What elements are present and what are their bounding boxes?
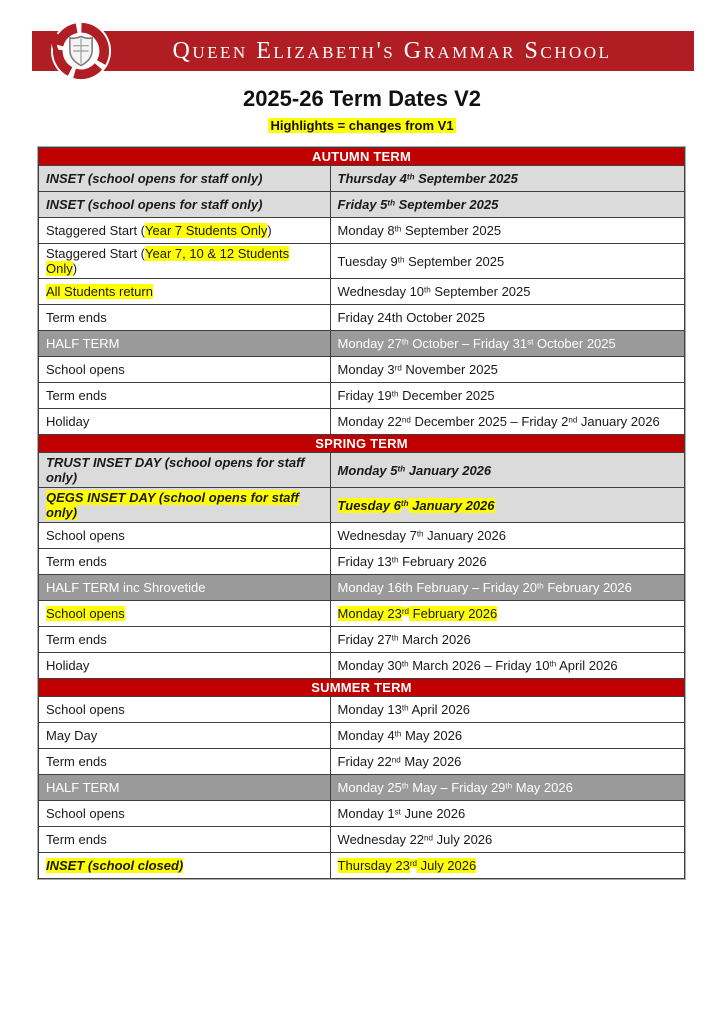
text-segment: Friday 27	[337, 632, 392, 647]
table-row	[39, 409, 685, 435]
date-cell	[330, 775, 684, 801]
event-cell	[39, 279, 331, 305]
event-cell	[39, 723, 331, 749]
date-cell	[330, 279, 684, 305]
text-segment: December 2025 – Friday 2	[410, 414, 569, 429]
text-segment: Term ends	[46, 554, 107, 569]
highlighted-text: QEGS INSET DAY (school opens for staff only)	[46, 490, 299, 520]
table-row	[39, 357, 685, 383]
table-row	[39, 575, 685, 601]
event-cell	[39, 697, 331, 723]
text-segment: December 2025	[398, 388, 495, 403]
table-row	[39, 827, 685, 853]
text-segment: School opens	[46, 362, 125, 377]
table-row	[39, 653, 685, 679]
text-segment: th	[406, 172, 415, 182]
date-cell	[330, 549, 684, 575]
table-row	[39, 523, 685, 549]
table-row	[39, 488, 685, 523]
event-cell	[39, 192, 331, 218]
text-segment: th	[387, 198, 396, 208]
table-row	[39, 453, 685, 488]
event-cell	[39, 166, 331, 192]
table-row	[39, 723, 685, 749]
text-segment: nd	[401, 415, 411, 425]
section-header-row	[39, 679, 685, 697]
text-segment: May 2026	[512, 780, 573, 795]
date-cell	[330, 357, 684, 383]
text-segment: Term ends	[46, 754, 107, 769]
highlighted-text: INSET (school closed)	[46, 858, 184, 873]
text-segment: Term ends	[46, 310, 107, 325]
text-segment: TRUST INSET DAY (school opens for staff only)	[46, 455, 305, 485]
text-segment: September 2025	[404, 253, 505, 269]
text-segment: Friday 19	[337, 388, 392, 403]
text-segment: nd	[424, 833, 433, 843]
text-segment: INSET (school opens for staff only)	[46, 197, 263, 212]
table-row	[39, 775, 685, 801]
date-cell	[330, 653, 684, 679]
section-title: AUTUMN TERM	[39, 148, 685, 166]
text-segment: nd	[391, 755, 401, 765]
section-header-row	[39, 435, 685, 453]
event-cell	[39, 488, 331, 523]
school-name: Queen Elizabeth's Grammar School	[172, 37, 612, 64]
text-segment: th	[394, 224, 402, 234]
text-segment: March 2026	[398, 632, 471, 647]
text-segment: February 2026	[398, 554, 487, 569]
table-row	[39, 627, 685, 653]
text-segment: Term ends	[46, 632, 107, 647]
date-cell	[330, 488, 684, 523]
text-segment: Monday 25	[337, 780, 402, 795]
table-row	[39, 305, 685, 331]
table-row	[39, 279, 685, 305]
text-segment: January 2026	[577, 414, 660, 429]
event-cell	[39, 218, 331, 244]
section-header-row	[39, 148, 685, 166]
school-logo	[50, 20, 112, 82]
date-cell	[330, 523, 684, 549]
text-segment: Thursday 4	[337, 171, 407, 186]
date-cell	[330, 827, 684, 853]
date-cell	[330, 697, 684, 723]
text-segment: School opens	[46, 528, 125, 543]
text-segment: HALF TERM	[46, 336, 120, 351]
event-cell	[39, 749, 331, 775]
text-segment: May 2026	[400, 754, 462, 769]
text-segment: Staggered Start (	[46, 223, 145, 238]
text-segment: th	[424, 285, 431, 295]
text-segment: th	[391, 555, 399, 565]
text-segment: Monday 13	[337, 702, 402, 717]
text-segment: September 2025	[430, 284, 531, 299]
table-row	[39, 601, 685, 627]
text-segment: th	[397, 254, 405, 264]
text-segment: st	[527, 337, 534, 347]
date-cell	[330, 749, 684, 775]
date-cell	[330, 192, 684, 218]
text-segment: May Day	[46, 728, 98, 743]
text-segment: )	[267, 223, 272, 238]
text-segment: October 2025	[533, 336, 616, 351]
text-segment: July 2026	[433, 832, 493, 847]
text-segment: th	[391, 389, 399, 399]
highlighted-text: February 2026	[409, 606, 498, 621]
text-segment: INSET (school opens for staff only)	[46, 171, 263, 186]
text-segment: Term ends	[46, 388, 107, 403]
highlighted-text: School opens	[46, 606, 125, 621]
section-title: SUMMER TERM	[39, 679, 685, 697]
text-segment: Holiday	[46, 414, 90, 429]
event-cell	[39, 453, 331, 488]
highlighted-text: rd	[401, 607, 410, 617]
highlighted-text: th	[400, 498, 409, 508]
date-cell	[330, 383, 684, 409]
text-segment: th	[397, 463, 406, 473]
event-cell	[39, 523, 331, 549]
date-cell	[330, 305, 684, 331]
table-row	[39, 192, 685, 218]
section-title: SPRING TERM	[39, 435, 685, 453]
text-segment: May 2026	[401, 728, 463, 743]
event-cell	[39, 383, 331, 409]
date-cell	[330, 575, 684, 601]
text-segment: April 2026	[408, 702, 471, 717]
event-cell	[39, 653, 331, 679]
text-segment: Wednesday 10	[337, 284, 425, 299]
highlighted-text: Tuesday 6	[337, 497, 401, 513]
term-dates-table	[38, 147, 685, 879]
text-segment: rd	[394, 363, 402, 373]
text-segment: May – Friday 29	[408, 780, 506, 795]
text-segment: Monday 5	[337, 462, 398, 478]
table-row	[39, 749, 685, 775]
event-cell	[39, 827, 331, 853]
text-segment: Monday 22	[337, 414, 402, 429]
text-segment: February 2026	[543, 580, 632, 595]
text-segment: Tuesday 9	[337, 253, 398, 269]
date-cell	[330, 409, 684, 435]
table-row	[39, 853, 685, 879]
text-segment: th	[401, 781, 409, 791]
text-segment: September 2025	[401, 223, 502, 238]
event-cell	[39, 775, 331, 801]
text-segment: September 2025	[395, 197, 499, 212]
event-cell	[39, 331, 331, 357]
text-segment: School opens	[46, 806, 125, 821]
text-segment: Monday 16th February – Friday 20	[337, 580, 537, 595]
date-cell	[330, 627, 684, 653]
text-segment: HALF TERM	[46, 780, 120, 795]
text-segment: Wednesday 22	[337, 832, 425, 847]
text-segment: Holiday	[46, 658, 90, 673]
school-crest-icon	[50, 20, 112, 82]
event-cell	[39, 305, 331, 331]
table-row	[39, 697, 685, 723]
text-segment: th	[549, 659, 557, 669]
text-segment: Term ends	[46, 832, 107, 847]
event-cell	[39, 244, 331, 279]
text-segment: Monday 4	[337, 728, 395, 743]
text-segment: Friday 24th October 2025	[337, 310, 485, 325]
highlighted-text: January 2026	[408, 497, 495, 513]
text-segment: Monday 27	[337, 336, 402, 351]
highlighted-text: Year 7, 10 & 12 Students Only	[46, 246, 290, 276]
event-cell	[39, 575, 331, 601]
text-segment: )	[72, 261, 78, 276]
event-cell	[39, 801, 331, 827]
table-row	[39, 166, 685, 192]
date-cell	[330, 601, 684, 627]
table-row	[39, 218, 685, 244]
date-cell	[330, 331, 684, 357]
school-banner	[32, 31, 694, 71]
text-segment: Monday 8	[337, 223, 395, 238]
text-segment: Staggered Start (	[46, 246, 145, 261]
date-cell	[330, 453, 684, 488]
highlighted-text: Year 7 Students Only	[145, 223, 268, 238]
text-segment: January 2026	[423, 528, 506, 543]
event-cell	[39, 627, 331, 653]
text-segment: th	[401, 337, 409, 347]
highlighted-text: Thursday 23	[337, 858, 410, 873]
text-segment: Monday 3	[337, 362, 395, 377]
text-segment: September 2025	[414, 171, 518, 186]
event-cell	[39, 357, 331, 383]
highlighted-text: Monday 23	[337, 606, 402, 621]
text-segment: th	[401, 703, 409, 713]
date-cell	[330, 244, 684, 279]
text-segment: Monday 30	[337, 658, 402, 673]
date-cell	[330, 801, 684, 827]
event-cell	[39, 601, 331, 627]
text-segment: st	[394, 807, 401, 817]
text-segment: nd	[568, 415, 578, 425]
highlighted-text: July 2026	[416, 858, 477, 873]
table-row	[39, 331, 685, 357]
highlighted-text: rd	[409, 859, 417, 869]
highlighted-text: All Students return	[46, 284, 153, 299]
text-segment: HALF TERM inc Shrovetide	[46, 580, 206, 595]
page-title: 2025-26 Term Dates V2	[242, 86, 482, 111]
highlight-note: Highlights = changes from V1	[270, 118, 454, 133]
text-segment: October – Friday 31	[408, 336, 528, 351]
text-segment: th	[505, 781, 513, 791]
event-cell	[39, 549, 331, 575]
text-segment: Friday 5	[337, 197, 388, 212]
text-segment: th	[391, 633, 399, 643]
date-cell	[330, 723, 684, 749]
text-segment: th	[416, 529, 424, 539]
text-segment: Monday 1	[337, 806, 395, 821]
text-segment: March 2026 – Friday 10	[408, 658, 550, 673]
date-cell	[330, 218, 684, 244]
text-segment: June 2026	[400, 806, 466, 821]
date-cell	[330, 166, 684, 192]
text-segment: th	[536, 581, 544, 591]
text-segment: Wednesday 7	[337, 528, 417, 543]
text-segment: th	[401, 659, 409, 669]
text-segment: November 2025	[401, 362, 498, 377]
event-cell	[39, 853, 331, 879]
text-segment: th	[394, 729, 402, 739]
table-row	[39, 244, 685, 279]
text-segment: Friday 13	[337, 554, 392, 569]
event-cell	[39, 409, 331, 435]
text-segment: School opens	[46, 702, 125, 717]
text-segment: Friday 22	[337, 754, 392, 769]
table-row	[39, 383, 685, 409]
text-segment: January 2026	[405, 462, 492, 478]
table-row	[39, 549, 685, 575]
text-segment: April 2026	[556, 658, 618, 673]
table-row	[39, 801, 685, 827]
subtitle-row	[0, 117, 724, 135]
date-cell	[330, 853, 684, 879]
